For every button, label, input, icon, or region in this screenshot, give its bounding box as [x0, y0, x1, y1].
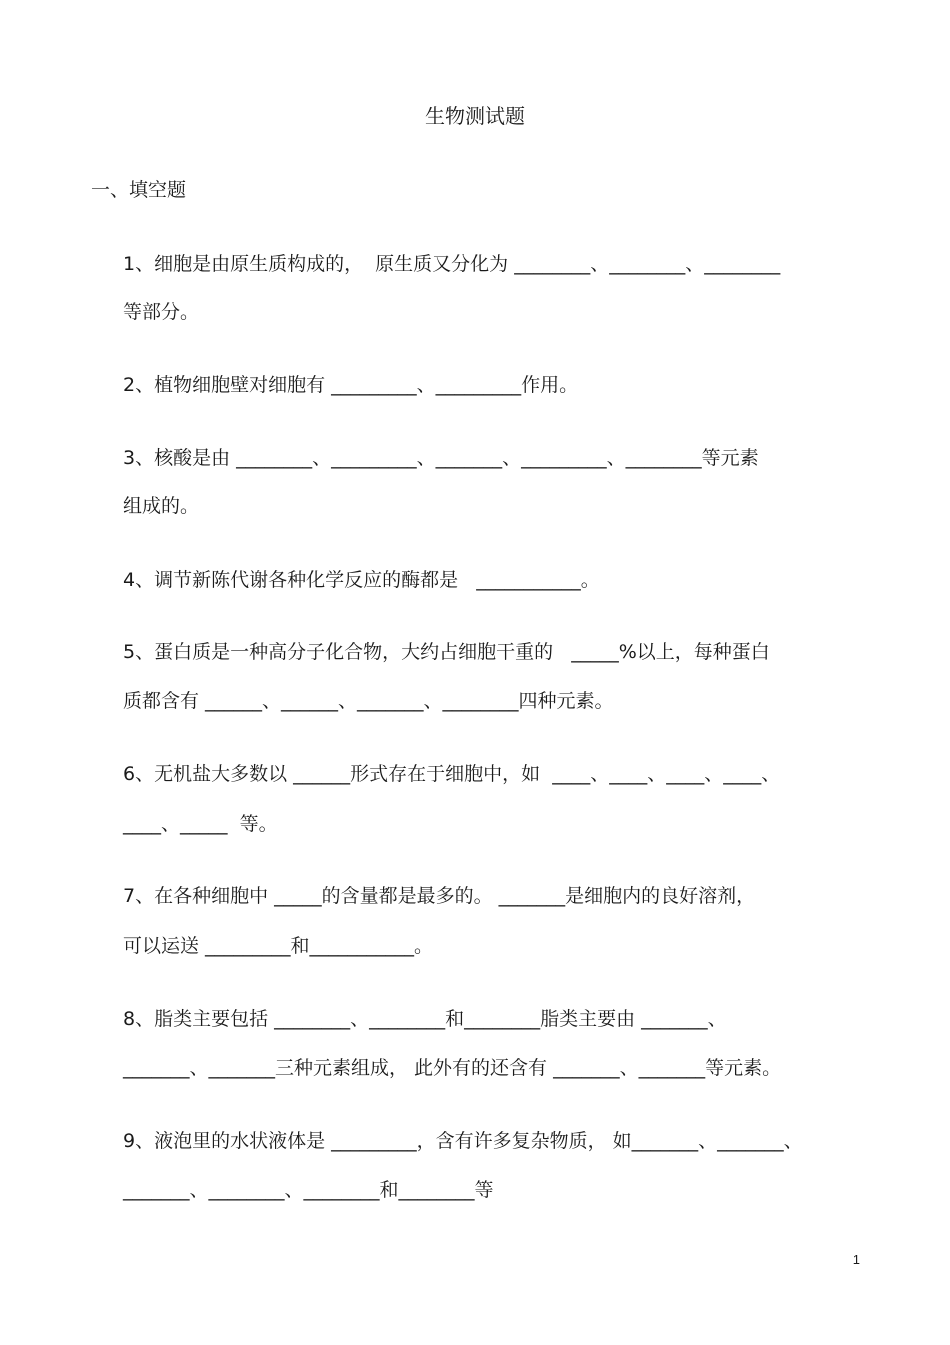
- question-9-line-2: _______、________、________和________等: [123, 1179, 494, 1201]
- question-3-line-1: 3、核酸是由 ________、_________、_______、_________、________等元素: [123, 447, 759, 469]
- question-2-line-1: 2、植物细胞壁对细胞有 _________、_________作用。: [123, 374, 579, 396]
- page-number: 1: [852, 1252, 860, 1267]
- question-5-line-1: 5、蛋白质是一种高分子化合物，大约占细胞干重的 _____%以上，每种蛋白: [123, 641, 770, 663]
- question-3-line-2: 组成的。: [123, 495, 200, 517]
- question-7-line-1: 7、在各种细胞中 _____的含量都是最多的。 _______是细胞内的良好溶剂，: [123, 885, 756, 907]
- document-title: 生物测试题: [425, 104, 525, 128]
- question-4-line-1: 4、调节新陈代谢各种化学反应的酶都是 ___________。: [123, 569, 600, 591]
- question-5-line-2: 质都含有 ______、______、_______、________四种元素。: [123, 690, 614, 712]
- question-1-line-1: 1、细胞是由原生质构成的， 原生质又分化为 ________、________、________: [123, 253, 781, 275]
- section-heading-fill-in-blank: 一、填空题: [91, 179, 187, 201]
- question-7-line-2: 可以运送 _________和___________。: [123, 935, 434, 957]
- question-1-line-2: 等部分。: [123, 301, 200, 323]
- question-6-line-1: 6、无机盐大多数以 ______形式存在于细胞中，如 ____、____、____、____、: [123, 763, 781, 785]
- question-9-line-1: 9、液泡里的水状液体是 _________，含有许多复杂物质， 如_______、_______、: [123, 1130, 803, 1152]
- question-8-line-1: 8、脂类主要包括 ________、________和________脂类主要由 _______、: [123, 1008, 727, 1030]
- question-8-line-2: _______、_______三种元素组成， 此外有的还含有 _______、_______等元素。: [123, 1057, 782, 1079]
- question-6-line-2: ____、_____ 等。: [123, 813, 278, 835]
